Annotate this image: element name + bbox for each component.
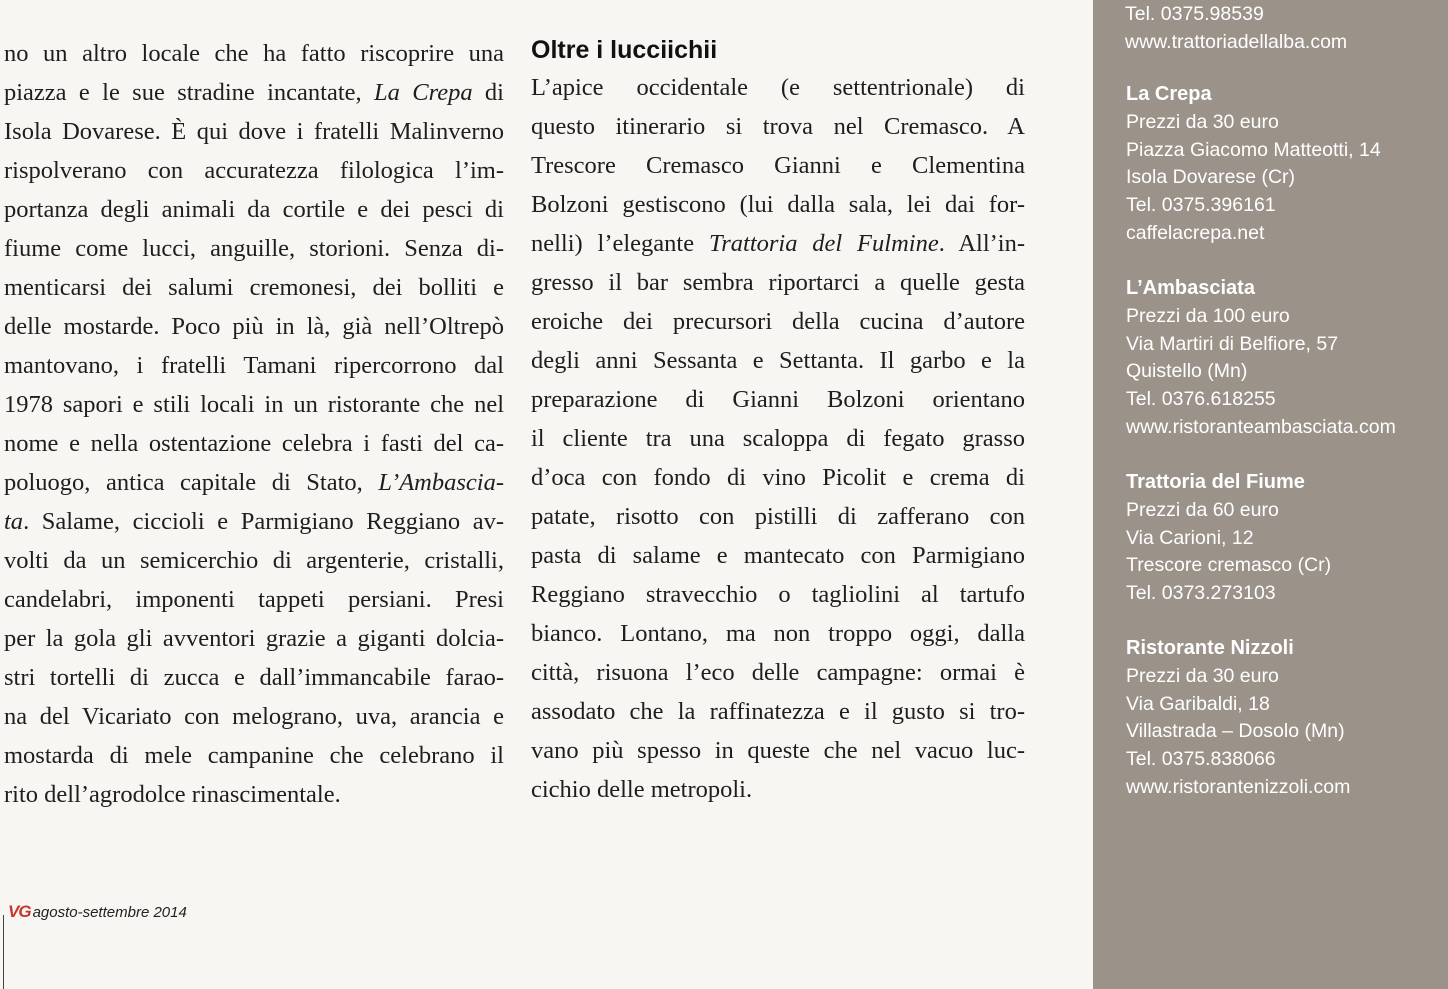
text-line: ta. Salame, ciccioli e Parmigiano Reggiano av-	[4, 508, 504, 535]
venue-name-italic: L’Ambascia-	[378, 469, 504, 496]
venue-name-italic: ta	[4, 508, 24, 535]
text-line: no un altro locale che ha fatto riscoprire una	[4, 40, 504, 67]
phone-number: Tel. 0375.98539	[1125, 3, 1264, 25]
text-line: preparazione di Gianni Bolzoni orientano	[531, 386, 1025, 413]
page-footer	[8, 902, 187, 922]
text-line: menticarsi dei salumi cremonesi, dei bolliti e	[4, 274, 504, 301]
text-line: il cliente tra una scaloppa di fegato grasso	[531, 425, 1025, 452]
text-line: candelabri, imponenti tappeti persiani. Presi	[4, 586, 504, 613]
text-line: volti da un semicerchio di argenterie, cristalli,	[4, 547, 504, 574]
text-line: L’apice occidentale (e settentrionale) di	[531, 74, 1025, 101]
text-line: assodato che la raffinatezza e il gusto si tro-	[531, 698, 1025, 725]
text-line: gresso il bar sembra riportarci a quelle gesta	[531, 269, 1025, 296]
text-line: 1978 sapori e stili locali in un ristorante che nel	[4, 391, 504, 418]
venue-name-italic: La Crepa	[374, 79, 473, 106]
city: Isola Dovarese (Cr)	[1126, 166, 1296, 189]
venue-entry	[1126, 275, 1396, 442]
text-line: mostarda di mele campanine che celebrano il	[4, 742, 504, 769]
address-sidebar	[1093, 0, 1448, 989]
city: Quistello (Mn)	[1126, 360, 1248, 383]
street-address: Via Garibaldi, 18	[1126, 692, 1270, 715]
text-line: per la gola gli avventori grazie a giganti dolcia-	[4, 625, 504, 652]
text-line: bianco. Lontano, ma non troppo oggi, dalla	[531, 620, 1025, 647]
price-info: Prezzi da 30 euro	[1126, 110, 1279, 133]
sidebar-top-continuation	[1125, 0, 1347, 56]
price-info: Prezzi da 100 euro	[1126, 304, 1290, 327]
text-line: mantovano, i fratelli Tamani ripercorrono dal	[4, 352, 504, 379]
text-line: cichio delle metropoli.	[531, 776, 753, 803]
venue-entry	[1126, 469, 1331, 608]
city: Villastrada – Dosolo (Mn)	[1126, 720, 1345, 743]
text-line: stri tortelli di zucca e dall’immancabile farao-	[4, 664, 504, 691]
venue-name-italic: Trattoria del Fulmine	[708, 230, 939, 257]
text-line: delle mostarde. Poco più in là, già nell’Oltrepò	[4, 313, 504, 340]
text-line: d’oca con fondo di vino Picolit e crema di	[531, 464, 1025, 491]
venue-entry	[1126, 635, 1350, 802]
text-line: Isola Dovarese. È qui dove i fratelli Malinverno	[4, 118, 504, 145]
text-line: portanza degli animali da cortile e dei pesci di	[4, 196, 504, 223]
text-line: pasta di salame e mantecato con Parmigiano	[531, 542, 1025, 569]
phone-number: Tel. 0376.618255	[1126, 388, 1276, 411]
text-line: rispolverano con accuratezza filologica l’im-	[4, 157, 504, 184]
website-link[interactable]: caffelacrepa.net	[1126, 221, 1265, 244]
venue-name: La Crepa	[1126, 83, 1212, 105]
text-line: patate, risotto con pistilli di zafferano con	[531, 503, 1025, 530]
text-line: Bolzoni gestiscono (lui dalla sala, lei dai for-	[531, 191, 1025, 218]
text-line: poluogo, antica capitale di Stato, L’Ambascia-	[4, 469, 504, 496]
text-line: nelli) l’elegante Trattoria del Fulmine. All’in-	[531, 230, 1026, 257]
venue-entry	[1126, 81, 1381, 248]
city: Trescore cremasco (Cr)	[1126, 554, 1332, 577]
text-line: questo itinerario si trova nel Cremasco. A	[531, 113, 1025, 140]
section-heading: Oltre i lucciichii	[531, 36, 718, 64]
text-line: Trescore Cremasco Gianni e Clementina	[531, 152, 1025, 179]
price-info: Prezzi da 30 euro	[1126, 664, 1279, 687]
issue-date: agosto-settembre 2014	[32, 903, 187, 921]
text-line: nome e nella ostentazione celebra i fasti del ca-	[4, 430, 504, 457]
text-line: fiume come lucci, anguille, storioni. Senza di-	[4, 235, 504, 262]
text-line: vano più spesso in queste che nel vacuo luc-	[531, 737, 1025, 764]
text-line: rito dell’agrodolce rinascimentale.	[4, 781, 341, 808]
venue-name: Trattoria del Fiume	[1126, 471, 1305, 493]
phone-number: Tel. 0375.838066	[1126, 748, 1276, 771]
website-link[interactable]: www.trattoriadellalba.com	[1125, 31, 1348, 53]
phone-number: Tel. 0373.273103	[1126, 582, 1276, 605]
street-address: Via Carioni, 12	[1126, 526, 1254, 549]
website-link[interactable]: www.ristorantenizzoli.com	[1126, 775, 1351, 798]
left-text-column	[4, 34, 504, 814]
middle-text-column	[531, 30, 1025, 809]
venue-name: L’Ambasciata	[1126, 277, 1255, 299]
street-address: Piazza Giacomo Matteotti, 14	[1126, 138, 1381, 161]
phone-number: Tel. 0375.396161	[1126, 194, 1276, 217]
text-line: na del Vicariato con melograno, uva, arancia e	[4, 703, 504, 730]
text-line: città, risuona l’eco delle campagne: ormai è	[531, 659, 1025, 686]
magazine-logo: VG	[8, 902, 31, 921]
text-line: piazza e le sue stradine incantate, La Crepa di	[4, 79, 504, 106]
street-address: Via Martiri di Belfiore, 57	[1126, 332, 1339, 355]
price-info: Prezzi da 60 euro	[1126, 498, 1279, 521]
website-link[interactable]: www.ristoranteambasciata.com	[1126, 415, 1396, 438]
venue-name: Ristorante Nizzoli	[1126, 637, 1294, 659]
text-line: degli anni Sessanta e Settanta. Il garbo e la	[531, 347, 1025, 374]
text-line: eroiche dei precursori della cucina d’autore	[531, 308, 1025, 335]
margin-rule	[3, 915, 4, 989]
text-line: Reggiano stravecchio o tagliolini al tartufo	[531, 581, 1025, 608]
